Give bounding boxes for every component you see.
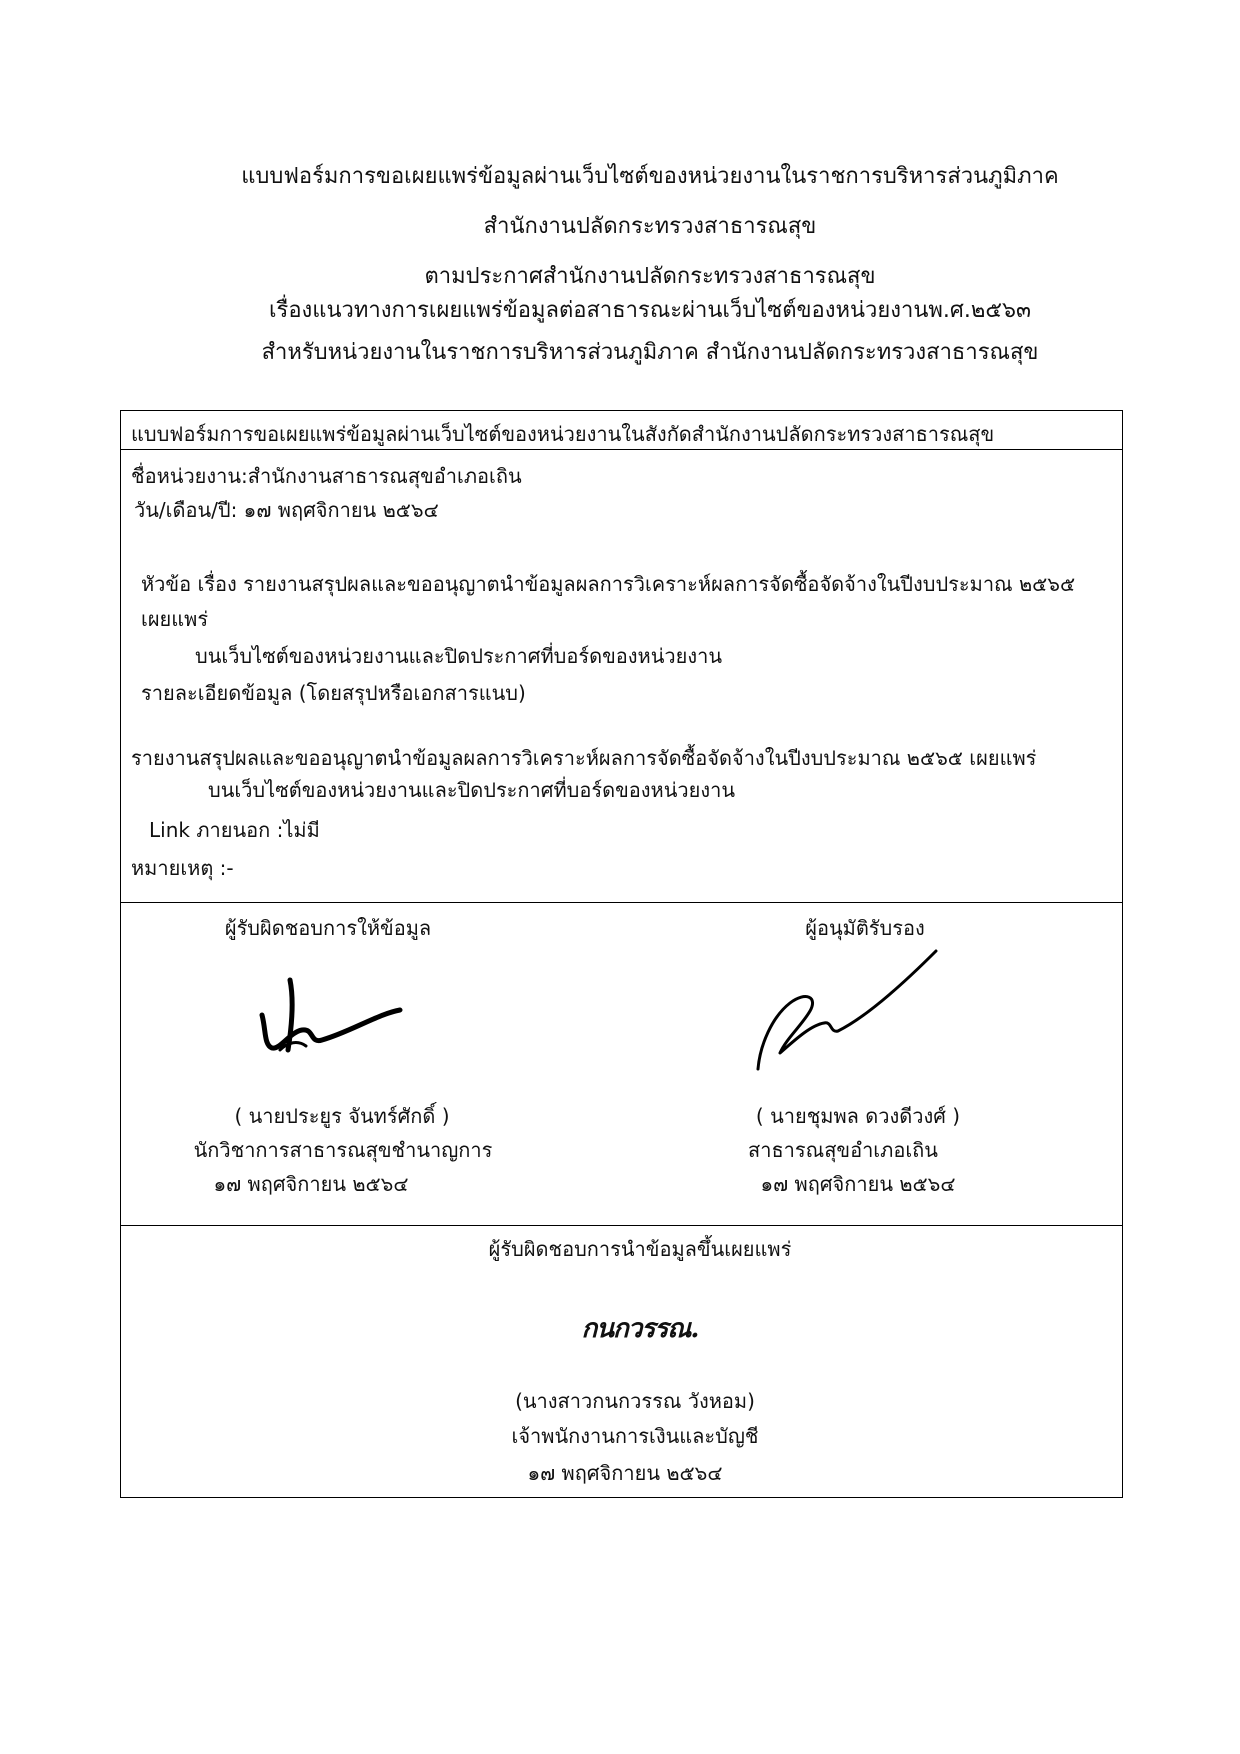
divider-signatures [120, 902, 1123, 903]
right-signature [750, 945, 950, 1075]
detail-line-2: บนเว็บไซต์ของหน่วยงานและปิดประกาศที่บอร์ดของหน่วยงาน [208, 778, 736, 802]
form-title: แบบฟอร์มการขอเผยแพร่ข้อมูลผ่านเว็บไซต์ของหน่วยงานในสังกัดสำนักงานปลัดกระทรวงสาธารณสุข [131, 422, 995, 446]
publisher-role: ผู้รับผิดชอบการนำข้อมูลขึ้นเผยแพร่ [488, 1237, 792, 1261]
right-signer-date: ๑๗ พฤศจิกายน ๒๕๖๔ [760, 1172, 956, 1196]
detail-line-1: รายงานสรุปผลและขออนุญาตนำข้อมูลผลการวิเคราะห์ผลการจัดซื้อจัดจ้างในปีงบประมาณ ๒๕๖๕ เผยแพร่ [131, 746, 1037, 770]
publisher-handwritten-signature: กนกวรรณ. [581, 1314, 699, 1344]
right-signer-name: ( นายชุมพล ดวงดีวงศ์ ) [755, 1104, 961, 1128]
header-line-3: ตามประกาศสำนักงานปลัดกระทรวงสาธารณสุข [424, 264, 876, 289]
form-date: วัน/เดือน/ปี: ๑๗ พฤศจิกายน ๒๕๖๔ [134, 498, 439, 522]
left-signer-date: ๑๗ พฤศจิกายน ๒๕๖๔ [213, 1172, 409, 1196]
right-signer-position: สาธารณสุขอำเภอเถิน [748, 1138, 938, 1162]
left-signer-role: ผู้รับผิดชอบการให้ข้อมูล [224, 916, 432, 940]
publish-label: เผยแพร่ [141, 607, 209, 631]
publisher-date: ๑๗ พฤศจิกายน ๒๕๖๔ [527, 1461, 723, 1485]
header-line-1: แบบฟอร์มการขอเผยแพร่ข้อมูลผ่านเว็บไซต์ของหน่วยงานในราชการบริหารส่วนภูมิภาค [241, 164, 1059, 189]
header-line-5: สำหรับหน่วยงานในราชการบริหารส่วนภูมิภาค สำนักงานปลัดกระทรวงสาธารณสุข [261, 340, 1039, 365]
left-signer-name: ( นายประยูร จันทร์ศักดิ์ ) [234, 1104, 450, 1128]
detail-label: รายละเอียดข้อมูล (โดยสรุปหรือเอกสารแนบ) [141, 681, 526, 705]
topic: หัวข้อ เรื่อง รายงานสรุปผลและขออนุญาตนำข้อมูลผลการวิเคราะห์ผลการจัดซื้อจัดจ้างในปีงบประมาณ ๒๕๖๕ [141, 572, 1076, 596]
external-link: Link ภายนอก :ไม่มี [149, 818, 320, 842]
header-line-2: สำนักงานปลัดกระทรวงสาธารณสุข [483, 214, 817, 239]
unit-name: ชื่อหน่วยงาน:สำนักงานสาธารณสุขอำเภอเถิน [131, 464, 522, 488]
publisher-position: เจ้าพนักงานการเงินและบัญชี [511, 1424, 759, 1448]
publisher-name: (นางสาวกนกวรรณ วังหอม) [515, 1389, 755, 1413]
left-signature [250, 970, 410, 1060]
divider-publisher [120, 1225, 1123, 1226]
header-line-4: เรื่องแนวทางการเผยแพร่ข้อมูลต่อสาธารณะผ่านเว็บไซต์ของหน่วยงานพ.ศ.๒๕๖๓ [268, 298, 1032, 323]
left-signer-position: นักวิชาการสาธารณสุขชำนาญการ [193, 1138, 493, 1162]
remark: หมายเหตุ :- [131, 856, 234, 880]
right-signer-role: ผู้อนุมัติรับรอง [805, 916, 925, 940]
publish-where: บนเว็บไซต์ของหน่วยงานและปิดประกาศที่บอร์ดของหน่วยงาน [195, 644, 723, 668]
